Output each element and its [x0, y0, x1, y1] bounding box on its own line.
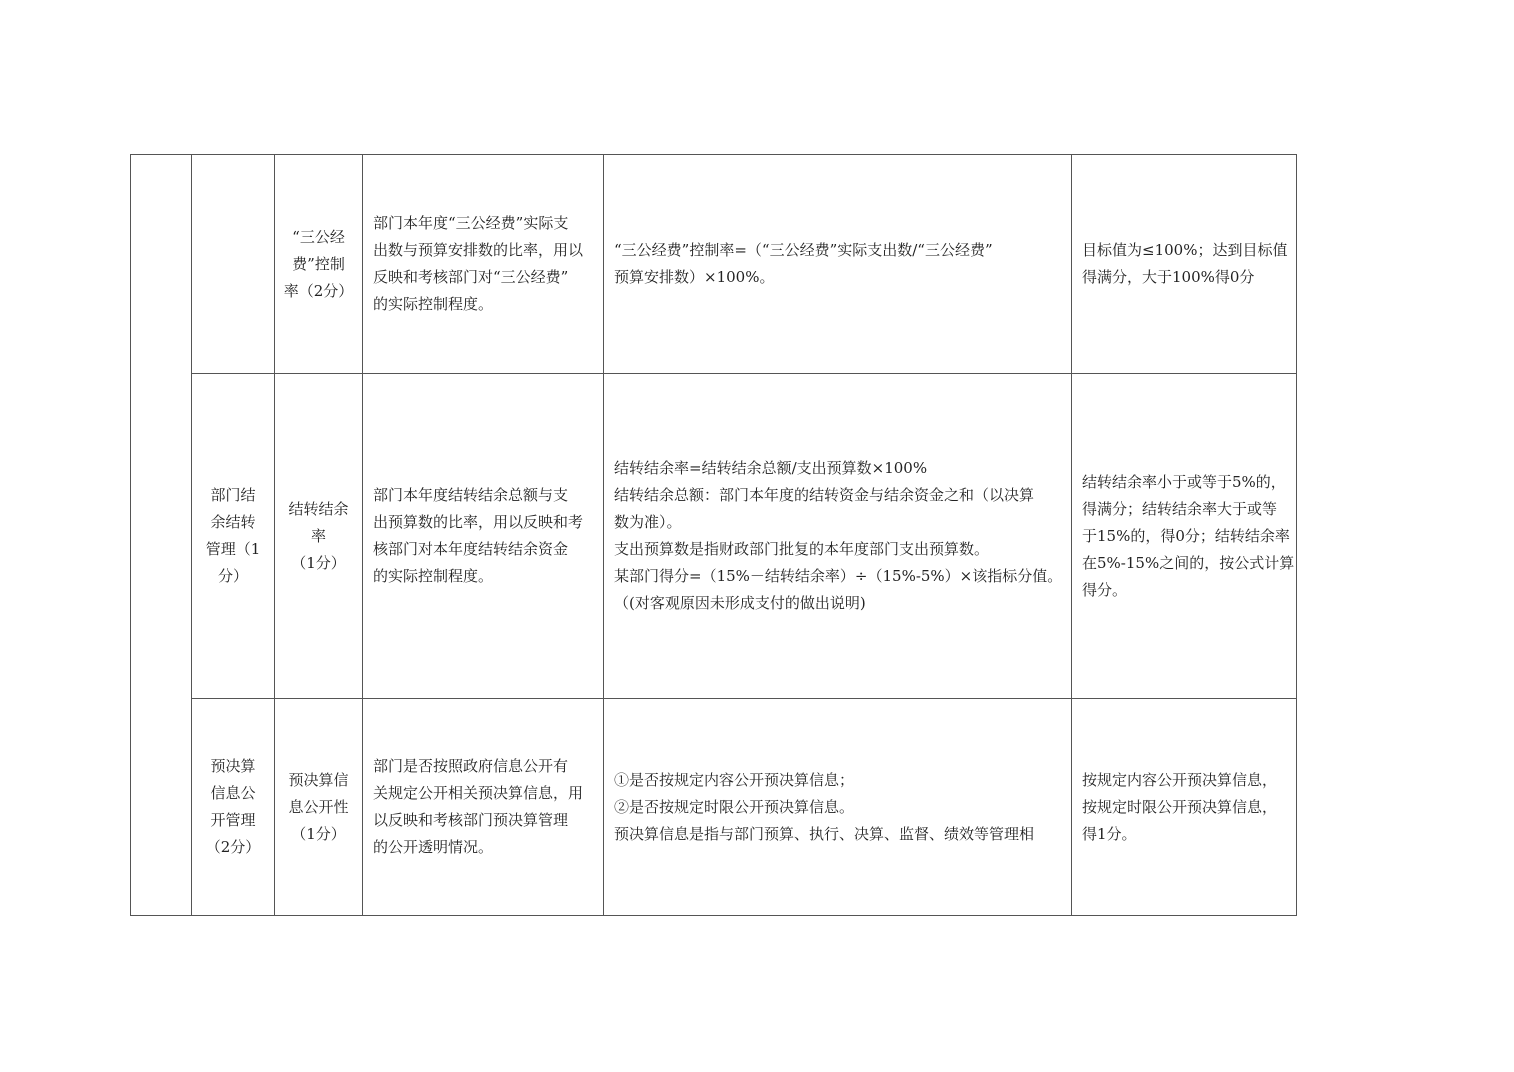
cell-text-line: 得满分；结转结余率大于或等: [1082, 499, 1278, 518]
cell-text-line: 结转结余率=结转结余总额/支出预算数×100%: [614, 459, 928, 477]
cell-text-line: 预决算信息是指与部门预算、执行、决算、监督、绩效等管理相: [614, 824, 1035, 843]
cell-text-line: 目标值为≤100%；达到目标值: [1082, 241, 1288, 259]
table-cell-formula: [614, 155, 1071, 373]
cell-text-line: 出预算数的比率，用以反映和考: [373, 513, 584, 531]
cell-text-line: 费”控制: [292, 254, 345, 273]
cell-text-line: 按规定时限公开预决算信息，: [1082, 797, 1278, 816]
cell-text-line: 以反映和考核部门预决算管理: [373, 811, 569, 829]
cell-text-line: 得分。: [1082, 580, 1128, 599]
cell-text-line: 结转结余总额：部门本年度的结转资金与结余资金之和（以决算: [614, 486, 1035, 504]
table-cell-definition: [373, 699, 603, 915]
cell-text-line: 开管理: [210, 811, 256, 829]
cell-text-line: 核部门对本年度结转结余资金: [373, 540, 569, 558]
cell-text-line: 余结转: [210, 513, 256, 531]
cell-text-line: “三公经费”控制率=（“三公经费”实际支出数/“三公经费”: [614, 241, 993, 259]
table-cell-scoring: [1082, 699, 1296, 915]
cell-text-line: 预决算信: [288, 770, 349, 789]
cell-text-line: 率: [310, 526, 326, 545]
cell-text-line: 反映和考核部门对“三公经费”: [373, 268, 569, 286]
table-cell-indicator: [275, 155, 362, 373]
cell-text-line: 部门本年度结转结余总额与支: [373, 486, 569, 504]
cell-text-line: 某部门得分=（15%－结转结余率）÷（15%-5%）×该指标分值。: [614, 567, 1063, 585]
table-cell-category: [192, 155, 274, 373]
table-cell-scoring: [1082, 155, 1296, 373]
cell-text-line: （1分）: [291, 824, 346, 843]
cell-text-line: 的实际控制程度。: [373, 295, 494, 313]
cell-text-line: 支出预算数是指财政部门批复的本年度部门支出预算数。: [614, 540, 990, 558]
cell-text-line: 分）: [217, 567, 248, 585]
column-divider: [603, 155, 604, 915]
cell-text-line: （1分）: [291, 553, 346, 572]
cell-text-line: 率（2分）: [283, 281, 354, 300]
cell-text-line: 于15%的，得0分；结转结余率: [1082, 526, 1290, 545]
cell-text-line: 结转结余: [288, 499, 349, 518]
cell-text-line: 部门结: [210, 486, 256, 504]
table-cell-formula: [614, 374, 1071, 698]
cell-text-line: 在5%-15%之间的，按公式计算: [1082, 553, 1295, 572]
table-cell-scoring: [1082, 374, 1296, 698]
cell-text-line: 管理（1: [205, 540, 261, 558]
table-cell-indicator: [275, 374, 362, 698]
cell-text-line: ②是否按规定时限公开预决算信息。: [614, 797, 855, 816]
cell-text-line: “三公经: [292, 227, 345, 246]
evaluation-table: [130, 154, 1297, 916]
table-cell-definition: [373, 155, 603, 373]
cell-text-line: ①是否按规定内容公开预决算信息；: [614, 770, 855, 789]
cell-text-line: 的实际控制程度。: [373, 567, 494, 585]
column-divider: [362, 155, 363, 915]
cell-text-line: 预决算: [210, 757, 256, 775]
cell-text-line: 数为准）。: [614, 513, 682, 531]
cell-text-line: 部门是否按照政府信息公开有: [373, 757, 569, 775]
cell-text-line: 关规定公开相关预决算信息，用: [373, 784, 584, 802]
cell-text-line: 得满分，大于100%得0分: [1082, 268, 1255, 286]
cell-text-line: 预算安排数）×100%。: [614, 268, 775, 286]
table-cell-definition: [373, 374, 603, 698]
column-divider: [1071, 155, 1072, 915]
cell-text-line: 的公开透明情况。: [373, 838, 494, 856]
cell-text-line: 得1分。: [1082, 824, 1137, 843]
cell-text-line: （(对客观原因未形成支付的做出说明): [614, 594, 866, 612]
cell-text-line: 信息公: [210, 784, 256, 802]
cell-text-line: 部门本年度“三公经费”实际支: [373, 214, 569, 232]
table-cell-indicator: [275, 699, 362, 915]
cell-text-line: （2分）: [205, 838, 261, 856]
table-cell-category: [192, 374, 274, 698]
cell-text-line: 结转结余率小于或等于5%的，: [1082, 472, 1286, 491]
cell-text-line: 出数与预算安排数的比率，用以: [373, 241, 584, 259]
table-cell-formula: [614, 699, 1071, 915]
table-cell-category: [192, 699, 274, 915]
cell-text-line: 按规定内容公开预决算信息，: [1082, 770, 1278, 789]
cell-text-line: 息公开性: [288, 797, 349, 816]
